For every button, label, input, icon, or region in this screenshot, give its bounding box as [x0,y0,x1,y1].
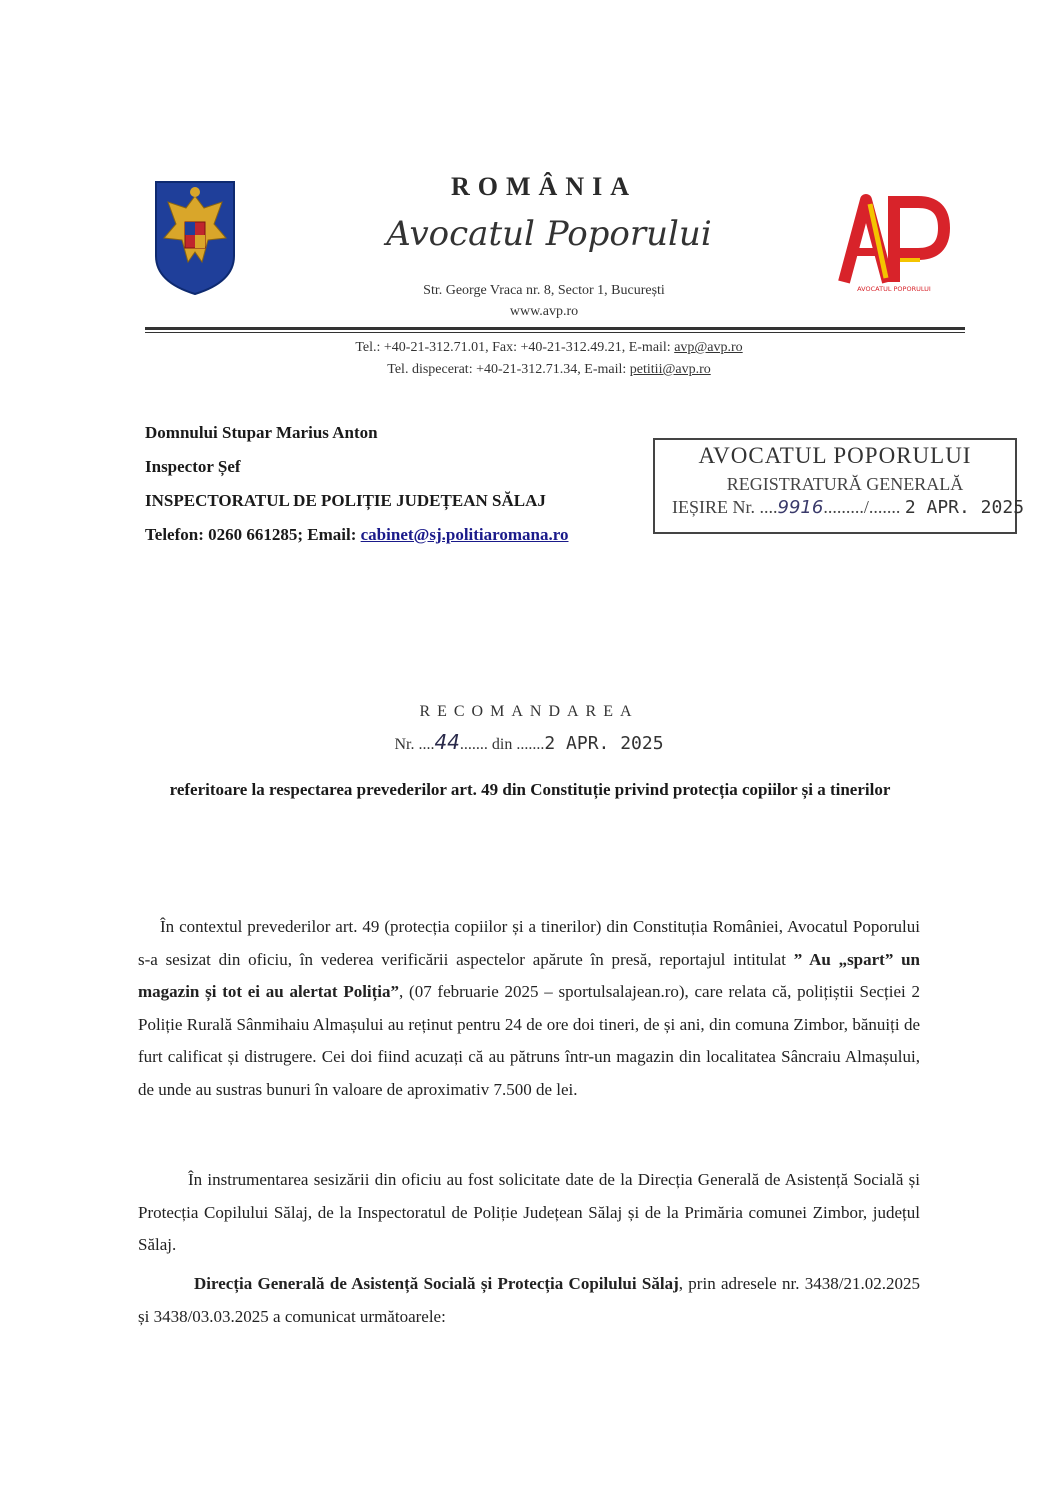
dgaspc-name: Direcția Generală de Asistență Socială și Protecția Copilului Sălaj [194,1274,679,1293]
addressee-organization: INSPECTORATUL DE POLIȚIE JUDEȚEAN SĂLAJ [145,491,546,510]
country-heading: ROMÂNIA [451,172,637,201]
document-type: RECOMANDAREA [419,703,639,720]
stamp-number: 9916 [777,497,824,518]
stamp-exit-line: IEȘIRE Nr. ....9916........./....... 2 APR. 2025 [672,497,1025,518]
institution-name: Avocatul Poporului [386,214,712,254]
dispatch-line [0,362,1058,378]
paragraph-3: Direcția Generală de Asistență Socială și Protecția Copilului Sălaj, prin adresele nr. 3438/21.02.2025 și 3438/03.03.2025 a comunicat următoarele: [138,1274,920,1326]
dispatch-phone: Tel. dispecerat: +40-21-312.71.34, E-mail: [387,362,630,377]
press-report-title: ” Au „spart” un magazin și tot ei au alertat Poliția” [138,949,920,1001]
paragraph-1: În contextul prevederilor art. 49 (protecția copiilor și a tinerilor) din Constituția României, Avocatul Poporului s-a sesizat din oficiu, în vederea verificării aspectelor apărute în presă, reportajul intitulat ” Au „spart” un magazin și tot ei au alertat Poliția”, (07 februarie 2025 – sportulsalajean.ro), care relata că, polițiștii Secției 2 Poliție Rurală Sânmihaiu Almașului au reținut pentru 24 de ore doi tineri, de și ani, din comuna Zimbor, bănuiți de furt calificat și distrugere. Cei doi fiind acuzați că au pătruns într-un magazin din localitatea Sâncraiu Almașului, de unde au sustras bunuri în valoare de aproximativ 7.500 de lei. [138,917,920,1099]
stamp-registry: REGISTRATURĂ GENERALĂ [726,474,964,494]
din-label: din [491,736,513,753]
contact-email-link[interactable]: avp@avp.ro [674,340,743,355]
addressee-contact: Telefon: 0260 661285; Email: cabinet@sj.politiaromana.ro [145,525,569,544]
addressee-name: Domnului Stupar Marius Anton [145,423,378,442]
addressee-role: Inspector Șef [145,457,241,476]
stamp-date: 2 APR. 2025 [904,497,1025,518]
contact-line [0,340,1058,356]
document-subject: referitoare la respectarea prevederilor art. 49 din Constituție privind protecția copiilor și a tinerilor [169,780,891,799]
addressee-email-link[interactable]: cabinet@sj.politiaromana.ro [360,525,569,544]
document-number-line: Nr. ....44....... din .......2 APR. 2025 [394,730,664,754]
contact-phones: Tel.: +40-21-312.71.01, Fax: +40-21-312.49.21, E-mail: [355,340,675,355]
stamp-exit-label: IEȘIRE Nr. [672,497,755,517]
addressee-block [145,416,569,552]
document-date: 2 APR. 2025 [544,733,664,754]
avp-logo [836,190,952,294]
institution-website: www.avp.ro [509,304,579,319]
logo-caption: AVOCATUL POPORULUI [857,285,931,293]
petitions-email-link[interactable]: petitii@avp.ro [629,362,711,377]
nr-label: Nr. [394,736,415,753]
institution-address: Str. George Vraca nr. 8, Sector 1, București [423,283,665,298]
paragraph-2: În instrumentarea sesizării din oficiu au fost solicitate date de la Direcția Generală de Asistență Socială și Protecția Copilului Sălaj, de la Inspectoratul de Poliție Județean Sălaj și de la Primăria comunei Zimbor, județul Sălaj. [138,1170,920,1254]
document-number: 44 [434,730,460,754]
header-divider [145,327,965,330]
stamp-title: AVOCATUL POPORULUI [698,443,972,468]
header-divider-thin [145,332,965,333]
